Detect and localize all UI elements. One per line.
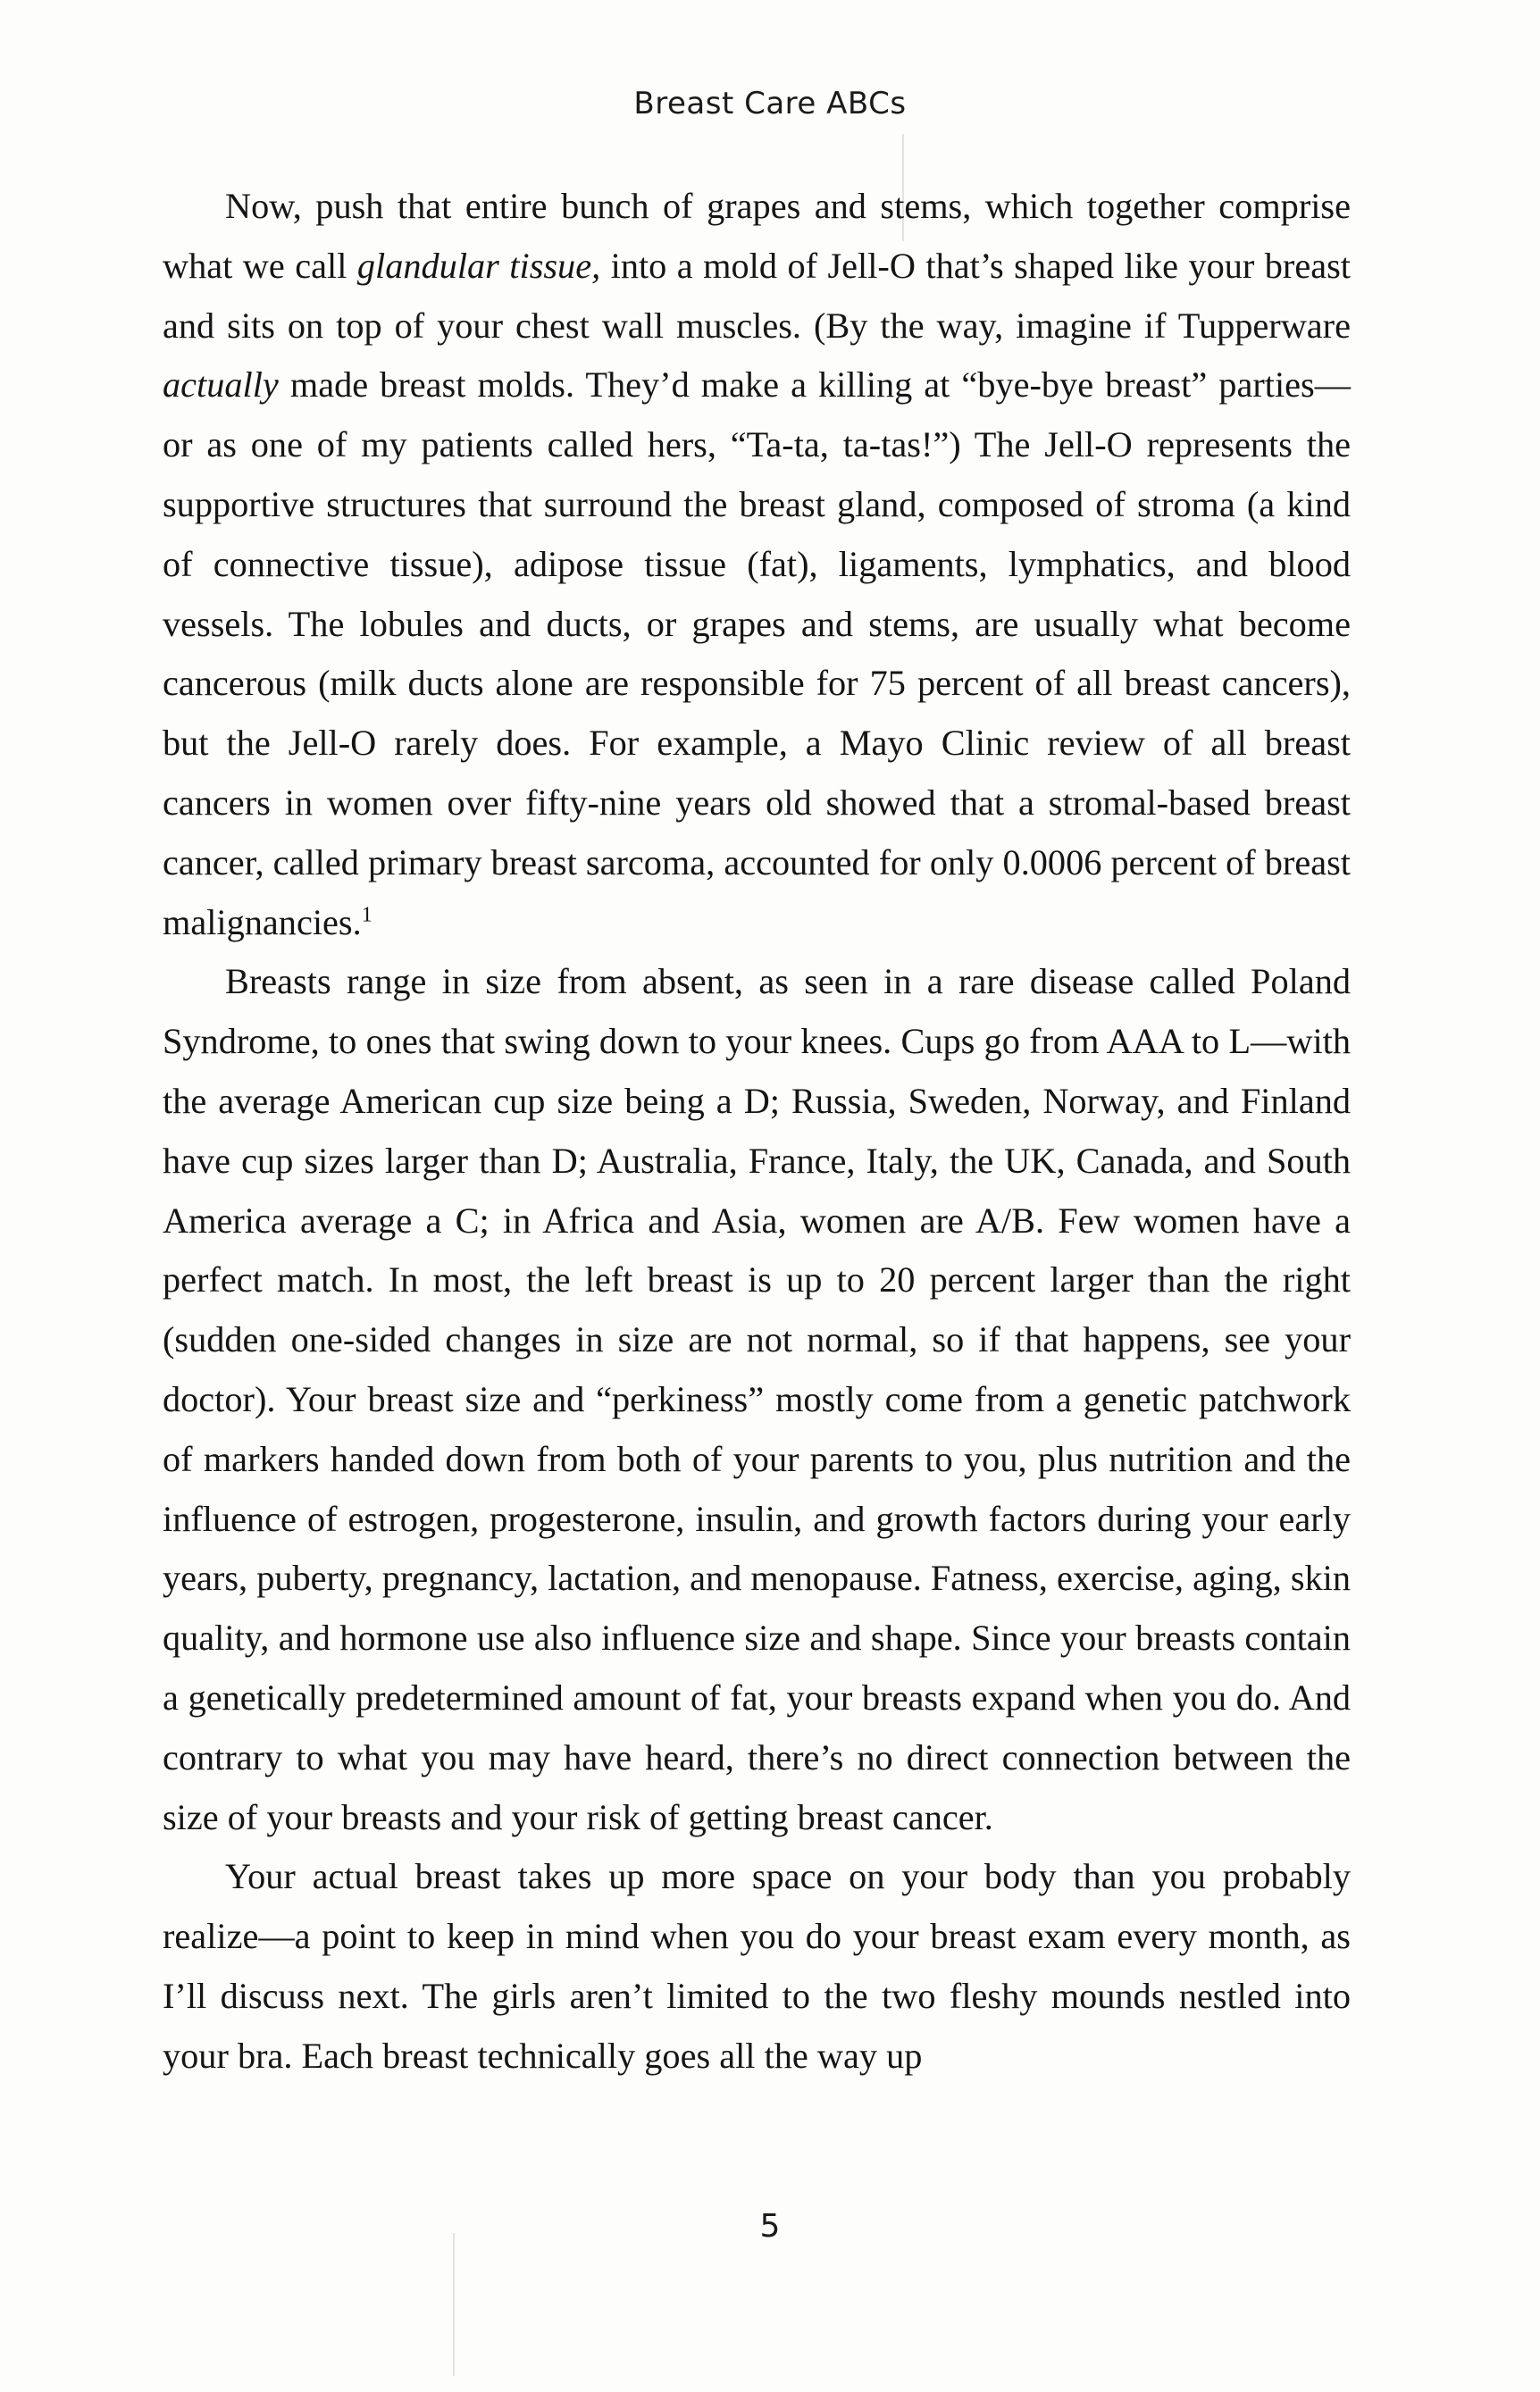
text-run: into a mold of Jell-O that’s shaped like your breast and sits on top of your chest wall muscles. (By the way, imagine if Tupperware [163, 245, 1351, 346]
text-run: Now, push that entire bunch of grapes and stems, which together comprise what we call [163, 186, 1351, 286]
paragraph-1 [163, 177, 1351, 952]
page-number: 5 [759, 2208, 781, 2245]
running-head: Breast Care ABCs [633, 86, 907, 121]
text-run: Your actual breast takes up more space on your body than you probably realize—a point to keep in mind when you do your breast exam every month, as I’ll discuss next. The girls aren’t limited to the two fleshy mounds nestled into your bra. Each breast technically goes all the way up [163, 1856, 1351, 2076]
paragraph-2 [163, 952, 1351, 1847]
italic-term: glandular tissue, [356, 245, 601, 286]
footnote-marker: 1 [361, 903, 372, 927]
body-text [163, 177, 1351, 2087]
text-run: Breasts range in size from absent, as seen in a rare disease called Poland Syndrome, to ones that swing down to your knees. Cups go from AAA to L—with the average American cup size being a D; Russia, Sweden, Norway, and Finland have cup sizes larger than D; Australia, France, Italy, the UK, Canada, and South America average a C; in Africa and Asia, women are A/B. Few women have a perfect match. In most, the left breast is up to 20 percent larger than the right (sudden one-sided changes in size are not normal, so if that happens, see your doctor). Your breast size and “perkiness” mostly come from a genetic patchwork of markers handed down from both of your parents to you, plus nutrition and the influence of estrogen, progesterone, insulin, and growth factors during your early years, puberty, pregnancy, lactation, and menopause. Fatness, exercise, aging, skin quality, and hormone use also influence size and shape. Since your breasts contain a genetically predetermined amount of fat, your breasts expand when you do. And contrary to what you may have heard, there’s no direct connection between the size of your breasts and your risk of getting breast cancer. [163, 961, 1351, 1837]
italic-term: actually [163, 364, 279, 406]
paragraph-3 [163, 1847, 1351, 2086]
text-run: made breast molds. They’d make a killing at “bye-bye breast” parties—or as one of my patients called hers, “Ta-ta, ta-tas!”) The Jell-O represents the supportive structures that surround the breast gland, composed of stroma (a kind of connective tissue), adipose tissue (fat), ligaments, lymphatics, and blood vessels. The lobules and ducts, or grapes and stems, are usually what become cancerous (milk ducts alone are responsible for 75 percent of all breast cancers), but the Jell-O rarely does. For example, a Mayo Clinic review of all breast cancers in women over fifty-nine years old showed that a stromal-based breast cancer, called primary breast sarcoma, accounted for only 0.0006 percent of breast malignancies. [163, 364, 1351, 942]
scan-gutter-line-lower [453, 2233, 455, 2376]
